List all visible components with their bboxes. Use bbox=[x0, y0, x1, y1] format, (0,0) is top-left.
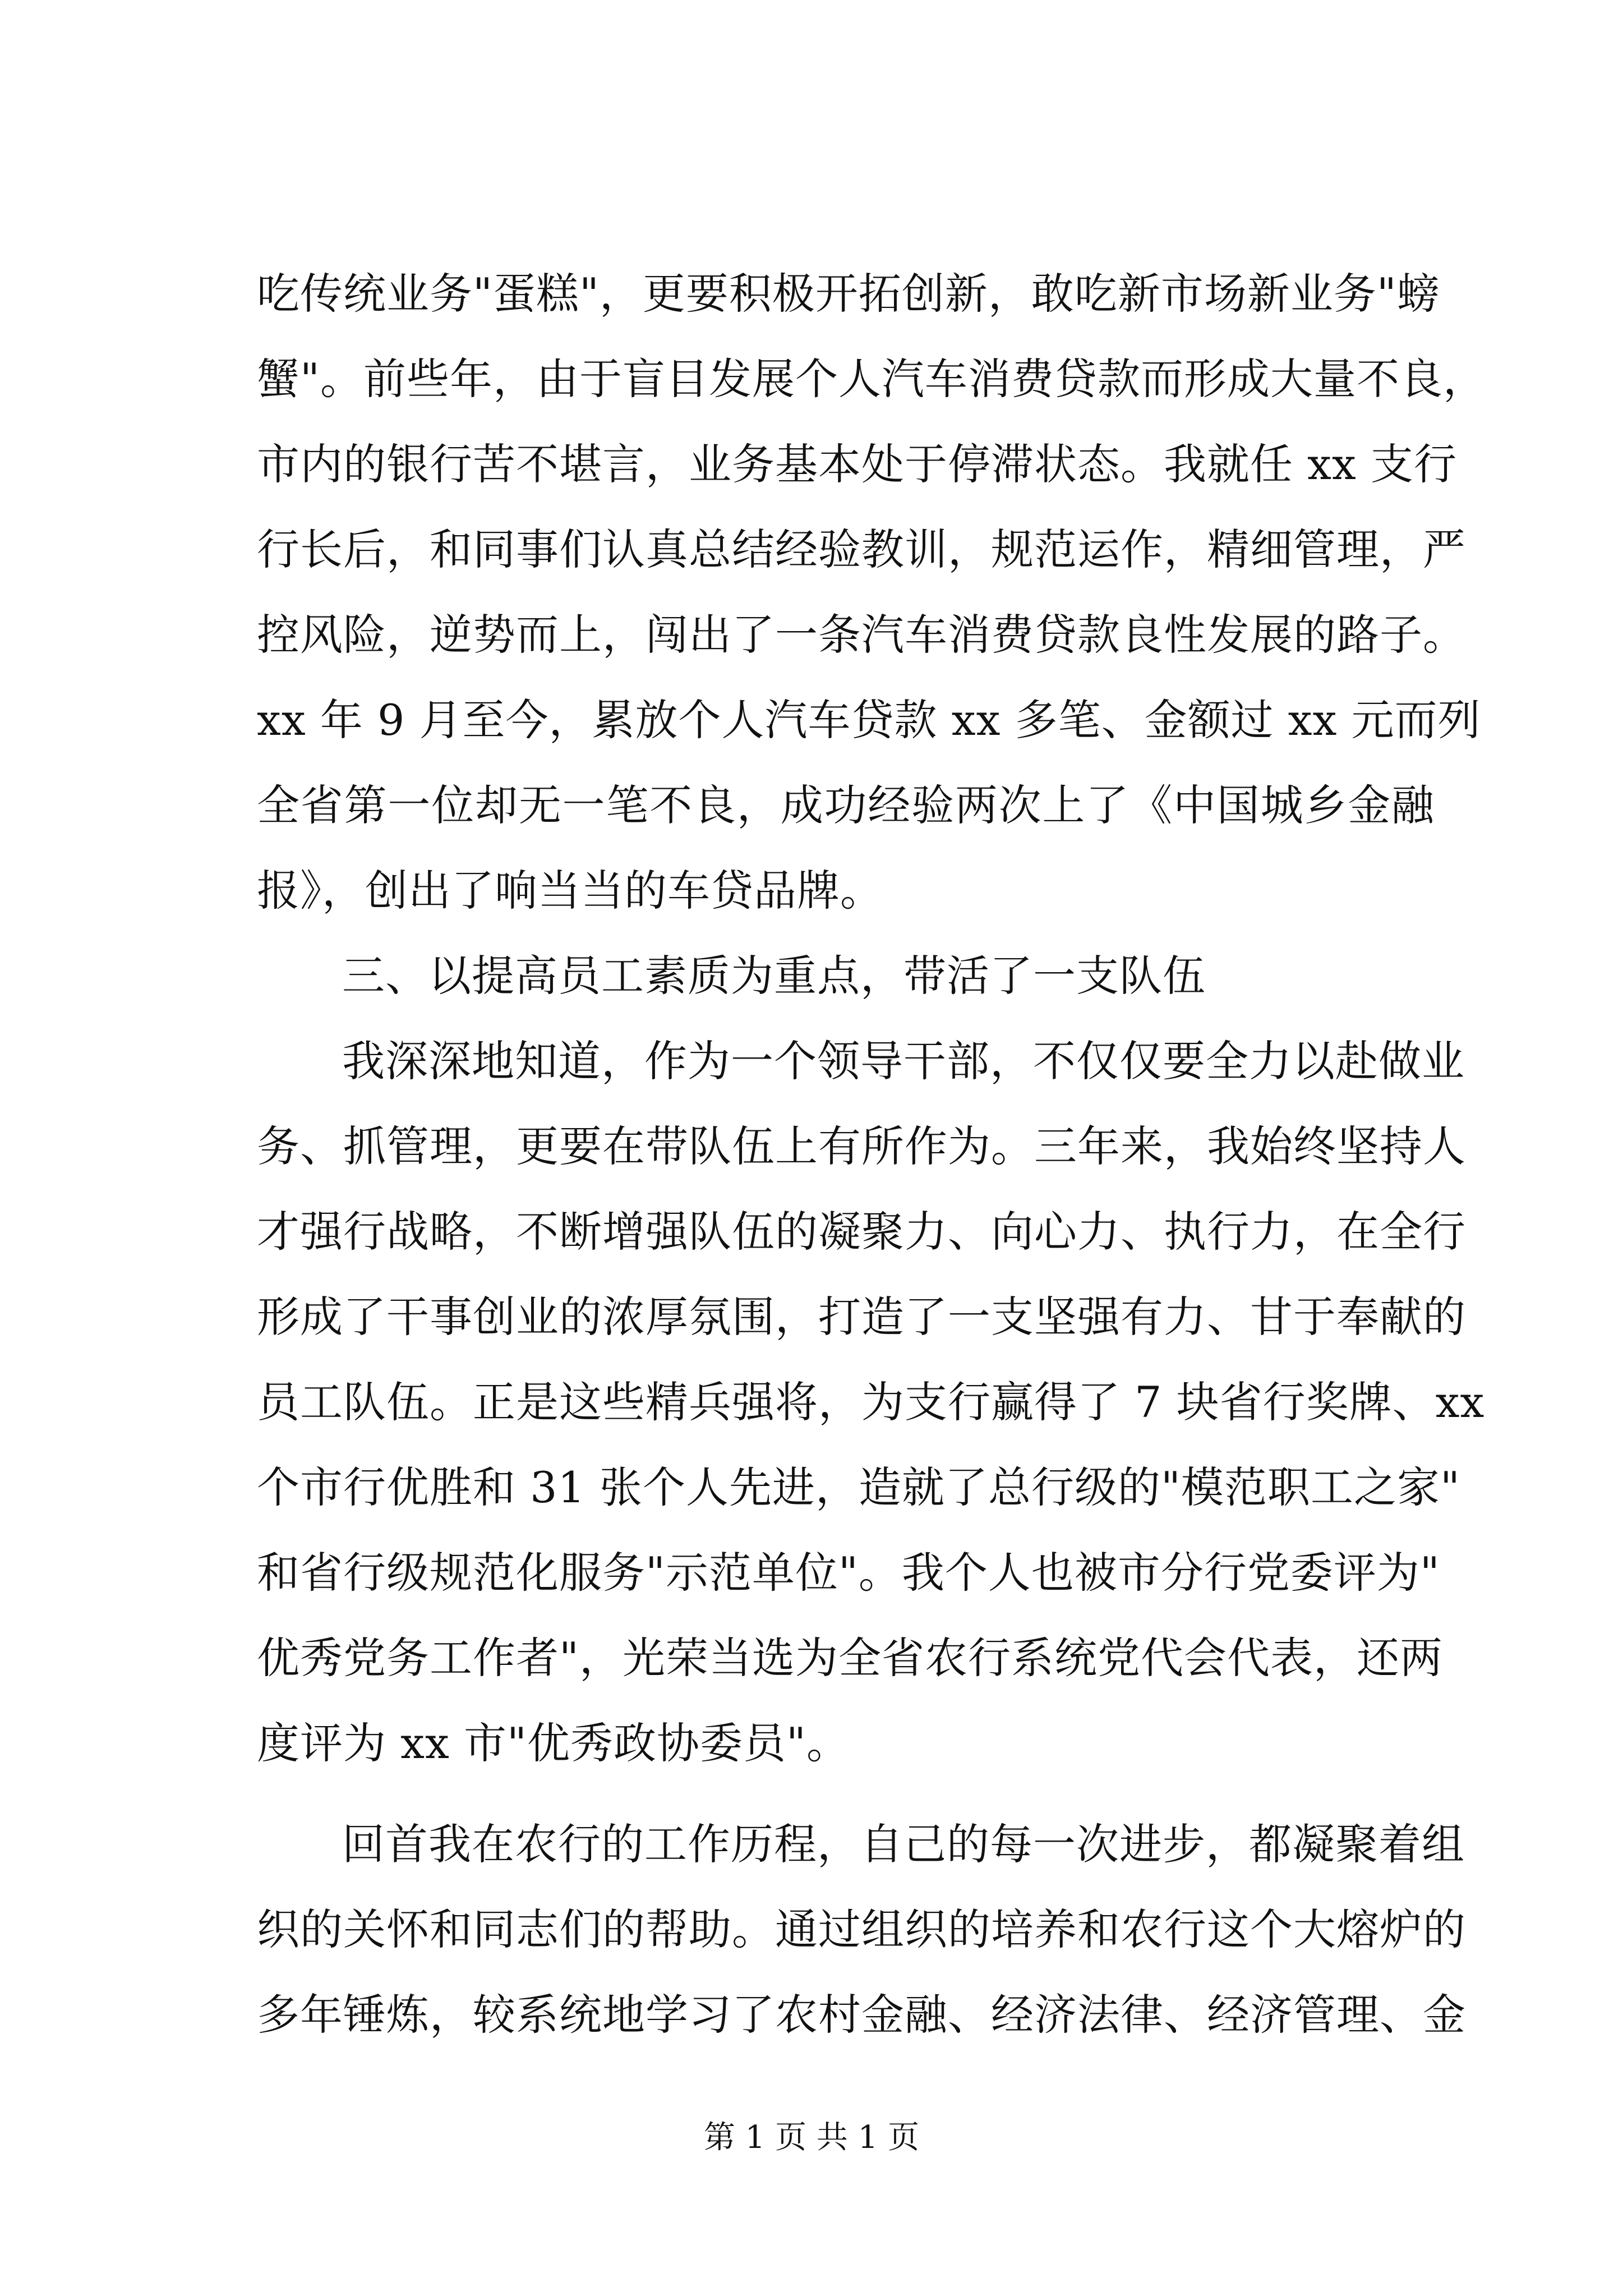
paragraph-team-building bbox=[257, 1019, 1485, 1786]
text-line: 和省行级规范化服务"示范单位"。我个人也被市分行党委评为" bbox=[257, 1548, 1440, 1598]
paragraph-spacer bbox=[257, 1786, 1435, 1802]
section-heading-team bbox=[257, 933, 1435, 1019]
document-body bbox=[257, 251, 1486, 2058]
text-line: 全省第一位却无一笔不良，成功经验两次上了《中国城乡金融 bbox=[257, 780, 1435, 830]
paragraph-car-loans bbox=[257, 251, 1486, 933]
page-footer: 第 1 页 共 1 页 bbox=[703, 2119, 920, 2156]
text-line: 员工队伍。正是这些精兵强将，为支行赢得了 7 块省行奖牌、xx bbox=[257, 1377, 1485, 1427]
text-line: 市内的银行苦不堪言，业务基本处于停滞状态。我就任 xx 支行 bbox=[257, 439, 1458, 489]
text-line: 控风险，逆势而上，闯出了一条汽车消费贷款良性发展的路子。 bbox=[257, 610, 1466, 660]
text-line: 吃传统业务"蛋糕"，更要积极开拓创新，敢吃新市场新业务"螃 bbox=[257, 269, 1440, 319]
text-line: 蟹"。前些年，由于盲目发展个人汽车消费贷款而形成大量不良， bbox=[257, 354, 1486, 404]
text-line: 我深深地知道，作为一个领导干部，不仅仅要全力以赴做业 bbox=[342, 1036, 1465, 1086]
text-line: 才强行战略，不断增强队伍的凝聚力、向心力、执行力，在全行 bbox=[257, 1207, 1466, 1257]
text-line: 形成了干事创业的浓厚氛围，打造了一支坚强有力、甘于奉献的 bbox=[257, 1292, 1466, 1342]
section-heading: 三、以提高员工素质为重点，带活了一支队伍 bbox=[342, 951, 1206, 1001]
paragraph-retrospective bbox=[257, 1802, 1466, 2058]
text-line: 度评为 xx 市"优秀政协委员"。 bbox=[257, 1718, 850, 1768]
text-line: 优秀党务工作者"，光荣当选为全省农行系统党代会代表，还两 bbox=[257, 1633, 1443, 1683]
text-line: 多年锤炼，较系统地学习了农村金融、经济法律、经济管理、金 bbox=[257, 1990, 1466, 2040]
text-line: 回首我在农行的工作历程，自己的每一次进步，都凝聚着组 bbox=[342, 1819, 1465, 1869]
text-line: 行长后，和同事们认真总结经验教训，规范运作，精细管理，严 bbox=[257, 524, 1466, 574]
text-line: 个市行优胜和 31 张个人先进，造就了总行级的"模范职工之家" bbox=[257, 1462, 1460, 1512]
text-line: 织的关怀和同志们的帮助。通过组织的培养和农行这个大熔炉的 bbox=[257, 1904, 1466, 1954]
text-line: 务、抓管理，更要在带队伍上有所作为。三年来，我始终坚持人 bbox=[257, 1121, 1466, 1171]
text-line: xx 年 9 月至今，累放个人汽车贷款 xx 多笔、金额过 xx 元而列 bbox=[257, 695, 1481, 745]
text-line: 报》，创出了响当当的车贷品牌。 bbox=[257, 866, 883, 915]
